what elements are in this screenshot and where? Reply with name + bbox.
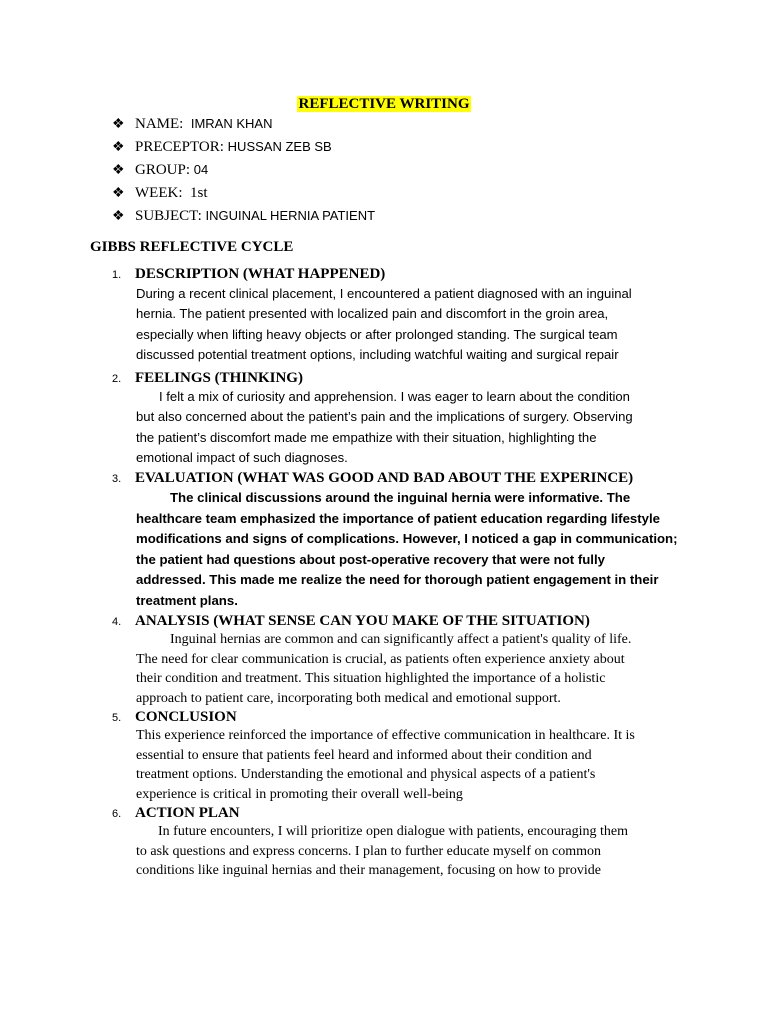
diamond-bullet-icon: ❖	[112, 163, 125, 178]
body-line: essential to ensure that patients feel heard and informed about their condition and	[136, 747, 592, 763]
body-line: treatment plans.	[136, 592, 238, 608]
section-number: 1.	[112, 269, 122, 281]
highlighted-title: REFLECTIVE WRITING	[298, 96, 470, 112]
diamond-bullet-icon: ❖	[112, 209, 125, 224]
body-line: conditions like inguinal hernias and their management, focusing on how to provide	[136, 863, 602, 878]
section-number: 3.	[112, 473, 122, 485]
section-heading: CONCLUSION	[135, 709, 237, 725]
section-heading: DESCRIPTION (WHAT HAPPENED)	[135, 266, 386, 282]
body-line: to ask questions and express concerns. I plan to further educate myself on common	[136, 843, 601, 859]
body-line: In future encounters, I will prioritize open dialogue with patients, encouraging them	[158, 824, 629, 839]
detail-group	[112, 160, 375, 183]
section-body	[136, 488, 681, 611]
body-line: the patient had questions about post-operative recovery that were not fully	[136, 551, 605, 567]
body-line: but also concerned about the patient’s pain and the implications of surgery. Observing	[136, 409, 633, 425]
section-body	[136, 284, 681, 366]
detail-subject	[112, 206, 375, 229]
section-body	[136, 822, 681, 881]
detail-preceptor	[112, 137, 375, 160]
body-line: treatment options. Understanding the emotional and physical aspects of a patient's	[136, 767, 596, 782]
section-number: 2.	[112, 373, 122, 385]
detail-week	[112, 183, 375, 206]
section-number: 4.	[112, 616, 122, 628]
section-body	[136, 387, 681, 469]
section-heading: FEELINGS (THINKING)	[135, 370, 303, 386]
body-line: addressed. This made me realize the need for thorough patient engagement in their	[136, 572, 659, 587]
body-line: their condition and treatment. This situation highlighted the importance of a holistic	[136, 671, 606, 686]
body-line: The clinical discussions around the inguinal hernia were informative. The	[170, 490, 631, 505]
body-line: especially when lifting heavy objects or after prolonged standing. The surgical team	[136, 326, 618, 342]
detail-label: NAME:	[135, 116, 184, 132]
section-heading: ACTION PLAN	[135, 805, 240, 821]
body-line: healthcare team emphasized the importance of patient education regarding lifestyle	[136, 510, 660, 526]
body-line: the patient’s discomfort made me empathize with their situation, highlighting the	[136, 429, 597, 445]
body-line: I felt a mix of curiosity and apprehension. I was eager to learn about the condition	[159, 389, 630, 404]
detail-value: IMRAN KHAN	[190, 116, 273, 131]
body-line: The need for clear communication is crucial, as patients often experience anxiety about	[136, 651, 625, 667]
body-line: modifications and signs of complications. However, I noticed a gap in communication;	[136, 531, 678, 546]
diamond-bullet-icon: ❖	[112, 117, 125, 132]
detail-value: HUSSAN ZEB SB	[227, 139, 332, 154]
section-body	[136, 630, 681, 708]
student-details-list	[112, 114, 375, 229]
section-number: 6.	[112, 808, 122, 820]
body-line: hernia. The patient presented with localized pain and discomfort in the groin area,	[136, 306, 609, 322]
body-line: emotional impact of such diagnoses.	[136, 450, 348, 466]
body-line: experience is critical in promoting their overall well-being	[136, 786, 463, 802]
detail-label: WEEK:	[135, 185, 183, 201]
diamond-bullet-icon: ❖	[112, 140, 125, 155]
body-line: Inguinal hernias are common and can significantly affect a patient's quality of life.	[170, 632, 632, 647]
detail-value: INGUINAL HERNIA PATIENT	[205, 208, 376, 223]
diamond-bullet-icon: ❖	[112, 186, 125, 201]
body-line: approach to patient care, incorporating both medical and emotional support.	[136, 690, 561, 706]
body-line: This experience reinforced the importance of effective communication in healthcare. It is	[136, 728, 635, 743]
detail-label: SUBJECT:	[135, 208, 202, 224]
section-number: 5.	[112, 712, 122, 724]
detail-value: 04	[193, 162, 209, 177]
document-title	[0, 95, 768, 114]
detail-label: PRECEPTOR:	[135, 139, 224, 155]
detail-value: 1st	[189, 185, 208, 201]
body-line: During a recent clinical placement, I encountered a patient diagnosed with an inguinal	[136, 286, 632, 301]
body-line: discussed potential treatment options, including watchful waiting and surgical repair	[136, 347, 619, 363]
section-heading: ANALYSIS (WHAT SENSE CAN YOU MAKE OF THE SITUATION)	[135, 613, 590, 629]
detail-label: GROUP:	[135, 162, 191, 178]
detail-name	[112, 114, 375, 137]
cycle-heading: GIBBS REFLECTIVE CYCLE	[90, 239, 294, 255]
section-body	[136, 726, 681, 804]
section-heading: EVALUATION (WHAT WAS GOOD AND BAD ABOUT THE EXPERINCE)	[135, 470, 634, 486]
